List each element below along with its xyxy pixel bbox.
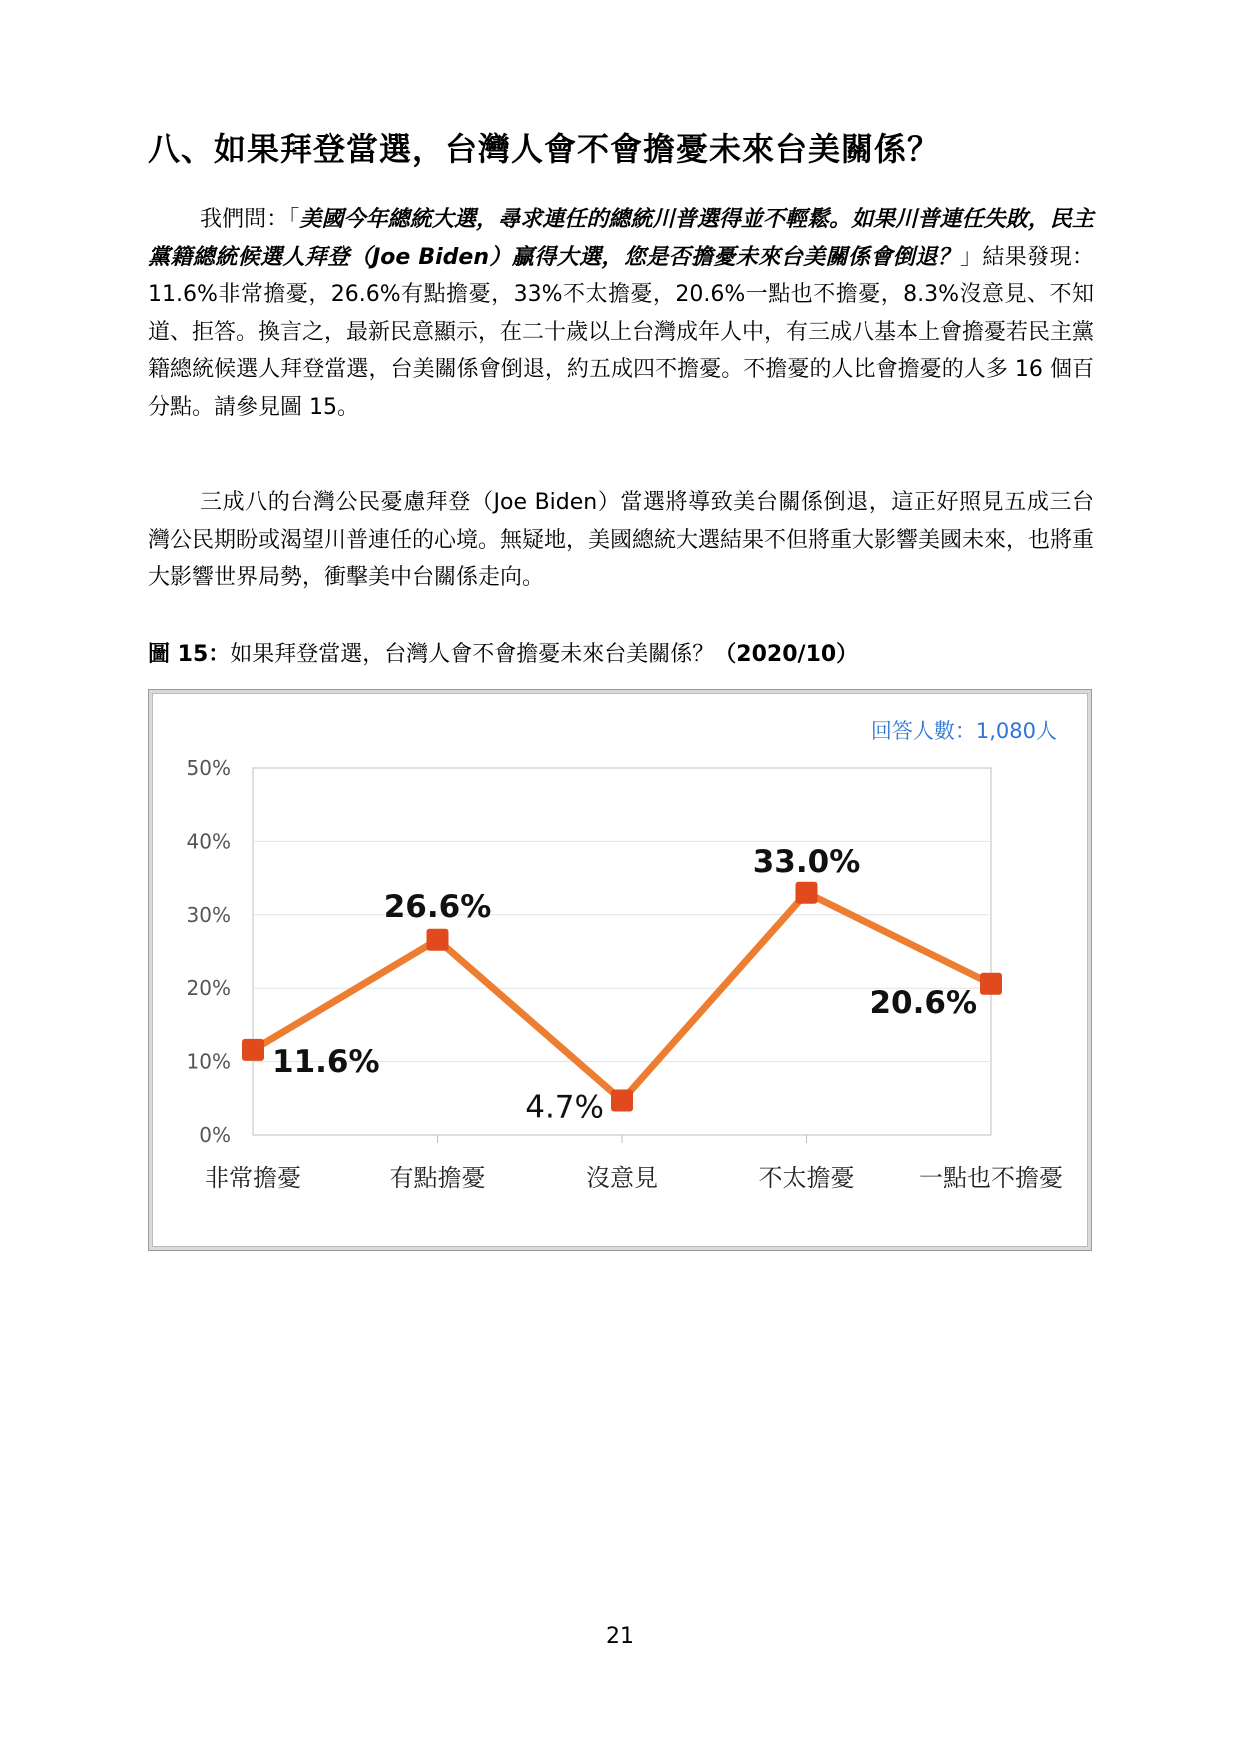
x-category-label: 有點擔憂 bbox=[389, 1164, 486, 1192]
plot-area bbox=[253, 768, 991, 1135]
data-label: 11.6% bbox=[272, 1043, 380, 1080]
figure-date: （2020/10） bbox=[714, 642, 859, 667]
line-chart-frame bbox=[148, 689, 1092, 1251]
data-point-marker bbox=[242, 1039, 264, 1061]
x-category-label: 一點也不擔憂 bbox=[919, 1164, 1063, 1192]
paragraph-findings: 」結果發現：11.6%非常擔憂，26.6%有點擔憂，33%不太擔憂，20.6%一點也不擔憂，8.3%沒意見、不知道、拒答。換言之，最新民意顯示，在二十歲以上台灣成年人中，有三成八基本上會擔憂若民主黨籍總統候選人拜登當選，台美關係會倒退，約五成四不擔憂。不擔憂的人比會擔憂的人多 16 個百分點。請參見圖 15。 bbox=[148, 244, 1095, 420]
x-category-label: 不太擔憂 bbox=[758, 1164, 855, 1192]
x-category-label: 沒意見 bbox=[586, 1164, 658, 1192]
data-label: 20.6% bbox=[869, 984, 977, 1021]
paragraph-survey-question bbox=[148, 201, 1094, 426]
data-point-marker bbox=[980, 973, 1002, 995]
data-label: 26.6% bbox=[383, 888, 492, 925]
data-point-marker bbox=[611, 1090, 633, 1112]
section-heading: 八、如果拜登當選，台灣人會不會擔憂未來台美關係？ bbox=[148, 130, 941, 168]
figure-label: 圖 15： bbox=[148, 642, 231, 667]
y-tick-label: 0% bbox=[199, 1123, 231, 1147]
figure-caption bbox=[148, 637, 858, 668]
y-tick-label: 10% bbox=[186, 1049, 231, 1074]
survey-question-text: 美國今年總統大選，尋求連任的總統川普選得並不輕鬆。如果川普連任失敗，民主黨籍總統候選人拜登（Joe Biden）贏得大選，您是否擔憂未來台美關係會倒退？ bbox=[148, 207, 1094, 270]
y-tick-label: 40% bbox=[186, 829, 231, 854]
respondent-count: 回答人數：1,080人 bbox=[870, 719, 1057, 743]
line-chart bbox=[149, 690, 1093, 1252]
y-tick-label: 50% bbox=[186, 756, 231, 780]
y-tick-label: 30% bbox=[186, 902, 231, 927]
paragraph-commentary: 三成八的台灣公民憂慮拜登（Joe Biden）當選將導致美台關係倒退，這正好照見五成三台灣公民期盼或渴望川普連任的心境。無疑地，美國總統大選結果不但將重大影響美國未來，也將重大影響世界局勢，衝擊美中台關係走向。 bbox=[148, 490, 1095, 590]
data-label: 4.7% bbox=[525, 1089, 604, 1126]
paragraph-lead: 我們問：「 bbox=[200, 207, 300, 232]
page-number: 21 bbox=[606, 1624, 634, 1649]
y-tick-label: 20% bbox=[186, 976, 231, 1001]
x-category-label: 非常擔憂 bbox=[205, 1164, 301, 1192]
data-point-marker bbox=[796, 882, 818, 904]
data-point-marker bbox=[427, 929, 449, 951]
data-label: 33.0% bbox=[752, 843, 861, 880]
figure-title: 如果拜登當選，台灣人會不會擔憂未來台美關係？ bbox=[230, 642, 715, 667]
